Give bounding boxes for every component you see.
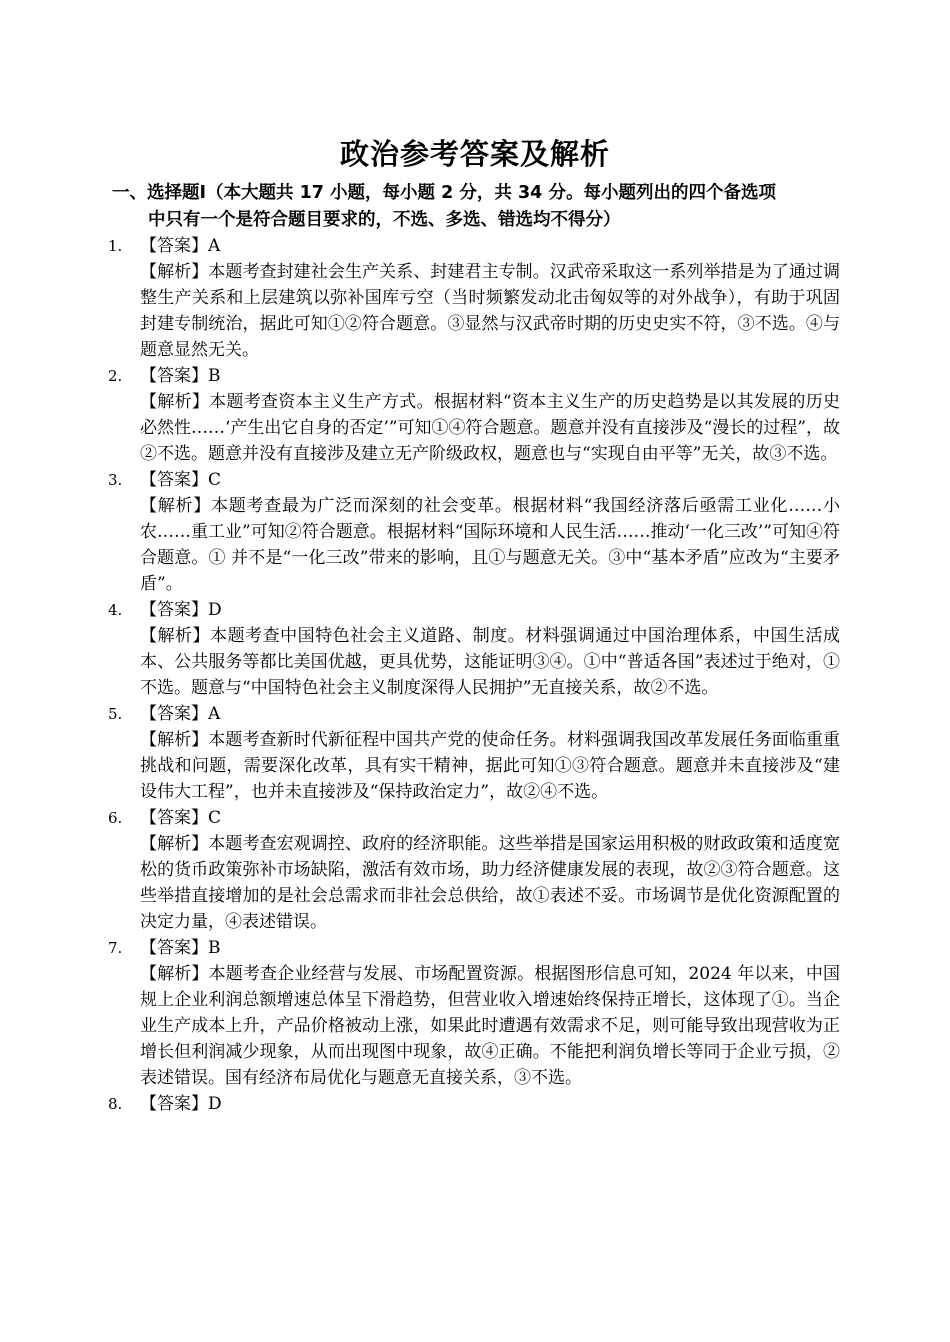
question-number: 7. [108, 939, 123, 957]
answer-value: A [208, 704, 221, 724]
answer-line [108, 233, 848, 259]
question-number: 3. [108, 471, 123, 489]
answer-value: A [208, 236, 221, 256]
answer-item [108, 1091, 848, 1117]
question-number: 4. [108, 601, 123, 619]
question-number: 1. [108, 237, 123, 255]
answer-line [108, 1091, 848, 1117]
answer-line [108, 467, 848, 493]
answer-line [108, 935, 848, 961]
answer-explanation: 【解析】本题考查最为广泛而深刻的社会变革。根据材料“我国经济落后亟需工业化……小农……重工业”可知②符合题意。根据材料“国际环境和人民生活……推动‘一化三改’”可知④符合题意。① 并不是“一化三改”带来的影响，且①与题意无关。③中“基本矛盾”应改为“主要矛盾”。 [140, 496, 840, 594]
answer-item [108, 467, 848, 597]
answer-line [108, 805, 848, 831]
question-number: 6. [108, 809, 123, 827]
answer-explanation: 【解析】本题考查封建社会生产关系、封建君主专制。汉武帝采取这一系列举措是为了通过调整生产关系和上层建筑以弥补国库亏空（当时频繁发动北击匈奴等的对外战争），有助于巩固封建专制统治，据此可知①②符合题意。③显然与汉武帝时期的历史史实不符，③不选。④与题意显然无关。 [140, 262, 840, 360]
answer-label: 【答案】 [140, 938, 208, 958]
page-title: 政治参考答案及解析 [339, 137, 610, 171]
question-number: 2. [108, 367, 123, 385]
answer-item [108, 233, 848, 363]
answer-item [108, 935, 848, 1091]
answer-item [108, 363, 848, 467]
answer-label: 【答案】 [140, 470, 208, 490]
answer-value: B [208, 938, 221, 958]
answer-line [108, 363, 848, 389]
answer-explanation: 【解析】本题考查中国特色社会主义道路、制度。材料强调通过中国治理体系，中国生活成本、公共服务等都比美国优越，更具优势，这能证明③④。①中“普适各国”表述过于绝对，①不选。题意与“中国特色社会主义制度深得人民拥护”无直接关系，故②不选。 [140, 626, 840, 698]
answer-item [108, 805, 848, 935]
answer-explanation: 【解析】本题考查企业经营与发展、市场配置资源。根据图形信息可知，2024 年以来，中国规上企业利润总额增速总体呈下滑趋势，但营业收入增速始终保持正增长，这体现了①。当企业生产成本上升，产品价格被动上涨，如果此时遭遇有效需求不足，则可能导致出现营收为正增长但利润减少现象，从而出现图中现象，故④正确。不能把利润负增长等同于企业亏损，②表述错误。国有经济布局优化与题意无直接关系，③不选。 [140, 964, 840, 1088]
answer-line [108, 701, 848, 727]
question-number: 8. [108, 1095, 123, 1113]
section-heading-line-1: 一、选择题Ⅰ（本大题共 17 小题，每小题 2 分，共 34 分。每小题列出的四个备选项 [112, 183, 776, 203]
section-heading [112, 180, 852, 234]
answer-item [108, 701, 848, 805]
answer-value: D [208, 600, 222, 620]
answer-explanation: 【解析】本题考查新时代新征程中国共产党的使命任务。材料强调我国改革发展任务面临重重挑战和问题，需要深化改革，具有实干精神，据此可知①③符合题意。题意并未直接涉及“建设伟大工程”，也并未直接涉及“保持政治定力”，故②④不选。 [140, 730, 840, 802]
answer-item [108, 597, 848, 701]
answer-label: 【答案】 [140, 600, 208, 620]
answer-value: C [208, 470, 222, 490]
answer-explanation: 【解析】本题考查宏观调控、政府的经济职能。这些举措是国家运用积极的财政政策和适度宽松的货币政策弥补市场缺陷，激活有效市场，助力经济健康发展的表现，故②③符合题意。这些举措直接增加的是社会总需求而非社会总供给，故①表述不妥。市场调节是优化资源配置的决定力量，④表述错误。 [140, 834, 840, 932]
answer-value: C [208, 808, 222, 828]
answer-label: 【答案】 [140, 704, 208, 724]
question-number: 5. [108, 705, 123, 723]
answer-value: D [208, 1094, 222, 1114]
answer-label: 【答案】 [140, 1094, 208, 1114]
answer-explanation: 【解析】本题考查资本主义生产方式。根据材料“资本主义生产的历史趋势是以其发展的历史必然性……‘产生出它自身的否定’”可知①④符合题意。题意并没有直接涉及“漫长的过程”，故②不选。题意并没有直接涉及建立无产阶级政权，题意也与“实现自由平等”无关，故③不选。 [140, 392, 840, 464]
section-heading-line-2: 中只有一个是符合题目要求的，不选、多选、错选均不得分） [148, 210, 621, 230]
answer-label: 【答案】 [140, 236, 208, 256]
answer-line [108, 597, 848, 623]
answer-list [108, 233, 848, 1117]
answer-value: B [208, 366, 221, 386]
answer-label: 【答案】 [140, 808, 208, 828]
answer-label: 【答案】 [140, 366, 208, 386]
